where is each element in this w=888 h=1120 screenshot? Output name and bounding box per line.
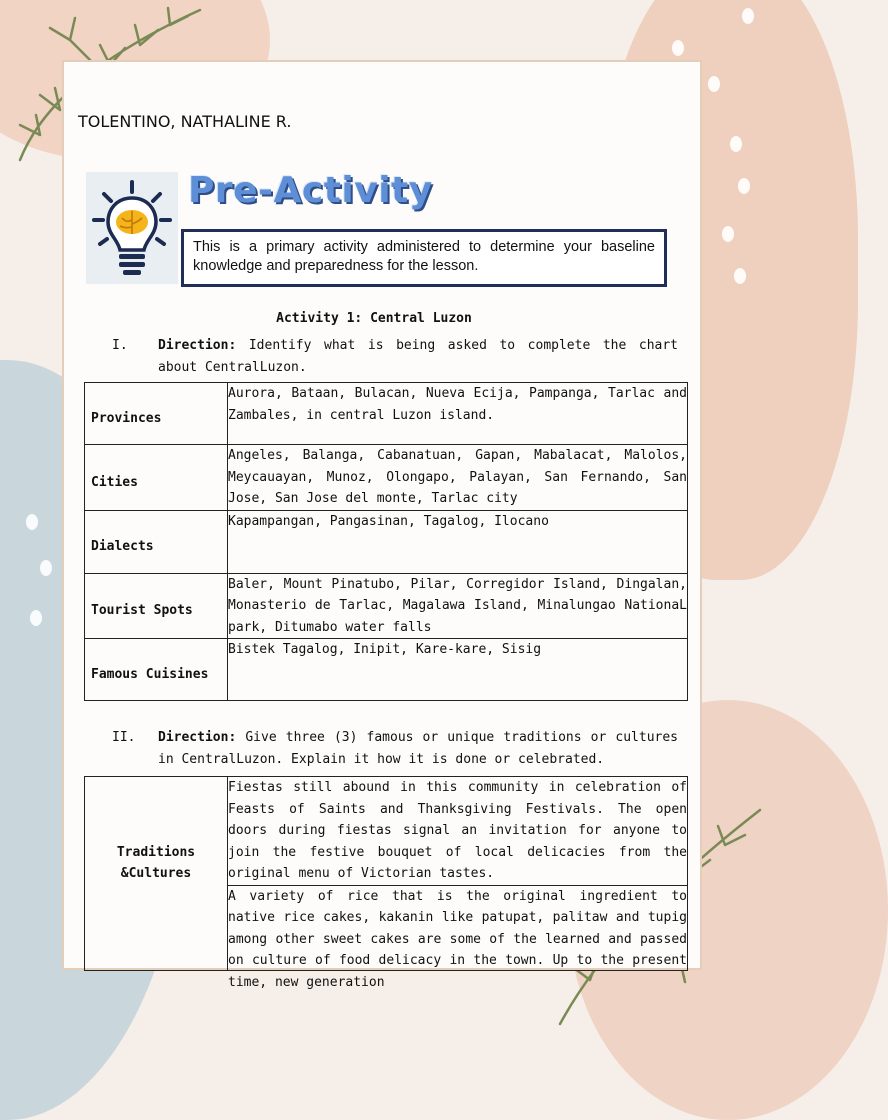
row-value: Bistek Tagalog, Inipit, Kare-kare, Sisig — [228, 639, 688, 701]
decor-dot — [738, 178, 750, 194]
row-value: Fiestas still abound in this community in celebration of Feasts of Saints and Thanksgiving Festivals. The open doors during fiestas signal an invitation for anyone to join the festive bouquet of local delicacies from the original menu of Victorian tastes. — [228, 777, 688, 886]
decor-dot — [730, 136, 742, 152]
decor-dot — [40, 560, 52, 576]
decor-dot — [672, 40, 684, 56]
row-label-line: Traditions — [116, 844, 196, 860]
row-label — [85, 777, 228, 971]
row-value: Baler, Mount Pinatubo, Pilar, Corregidor Island, Dingalan, Monasterio de Tarlac, Magalawa Island, Minalungao NationaL park, Ditumabo water falls — [228, 573, 688, 639]
decor-dot — [708, 76, 720, 92]
traditions-chart — [84, 776, 688, 990]
decor-dot — [30, 610, 42, 626]
row-value: Aurora, Bataan, Bulacan, Nueva Ecija, Pampanga, Tarlac and Zambales, in central Luzon island. — [228, 383, 688, 445]
table-row — [85, 573, 688, 639]
activity-sheet — [62, 60, 702, 990]
decor-dot — [742, 8, 754, 24]
intro-box: This is a primary activity administered to determine your baseline knowledge and preparedness for the lesson. — [181, 229, 667, 287]
direction-number: I. — [112, 338, 128, 353]
row-label: Provinces — [85, 383, 228, 445]
row-value — [228, 885, 688, 990]
row-label: Dialects — [85, 510, 228, 573]
table-row — [85, 445, 688, 511]
activity-title: Activity 1: Central Luzon — [276, 311, 472, 326]
table-row — [85, 510, 688, 573]
page-title: Pre-Activity — [188, 170, 433, 211]
direction-two — [112, 727, 678, 771]
row-label: Tourist Spots — [85, 573, 228, 639]
table-row — [85, 383, 688, 445]
direction-text: Give three (3) famous or unique traditions or cultures in CentralLuzon. Explain it how it is done or celebrated. — [158, 730, 678, 767]
direction-text: Identify what is being asked to complete the chart about CentralLuzon. — [158, 338, 678, 375]
table-row — [85, 639, 688, 701]
decor-dot — [722, 226, 734, 242]
row-label-line: &Cultures — [120, 866, 192, 882]
direction-label: Direction: — [158, 338, 237, 353]
direction-label: Direction: — [158, 730, 237, 745]
lightbulb-brain-icon — [86, 172, 178, 284]
decor-dot — [26, 514, 38, 530]
row-value: Kapampangan, Pangasinan, Tagalog, Ilocano — [228, 510, 688, 573]
row-label: Cities — [85, 445, 228, 511]
direction-number: II. — [112, 730, 136, 745]
direction-one — [112, 335, 678, 379]
row-value-text: A variety of rice that is the original ingredient to native rice cakes, kakanin like patupat, palitaw and tupig among other sweet cakes are some of the learned and passed on culture of food delicacy in the town. Up to the present time, new generation — [228, 888, 687, 990]
central-luzon-chart — [84, 382, 688, 701]
student-name: TOLENTINO, NATHALINE R. — [78, 112, 292, 131]
row-label: Famous Cuisines — [85, 639, 228, 701]
decor-dot — [734, 268, 746, 284]
row-value: Angeles, Balanga, Cabanatuan, Gapan, Mabalacat, Malolos, Meycauayan, Munoz, Olongapo, Palayan, San Fernando, San Jose, San Jose del monte, Tarlac city — [228, 445, 688, 511]
table-row — [85, 777, 688, 886]
